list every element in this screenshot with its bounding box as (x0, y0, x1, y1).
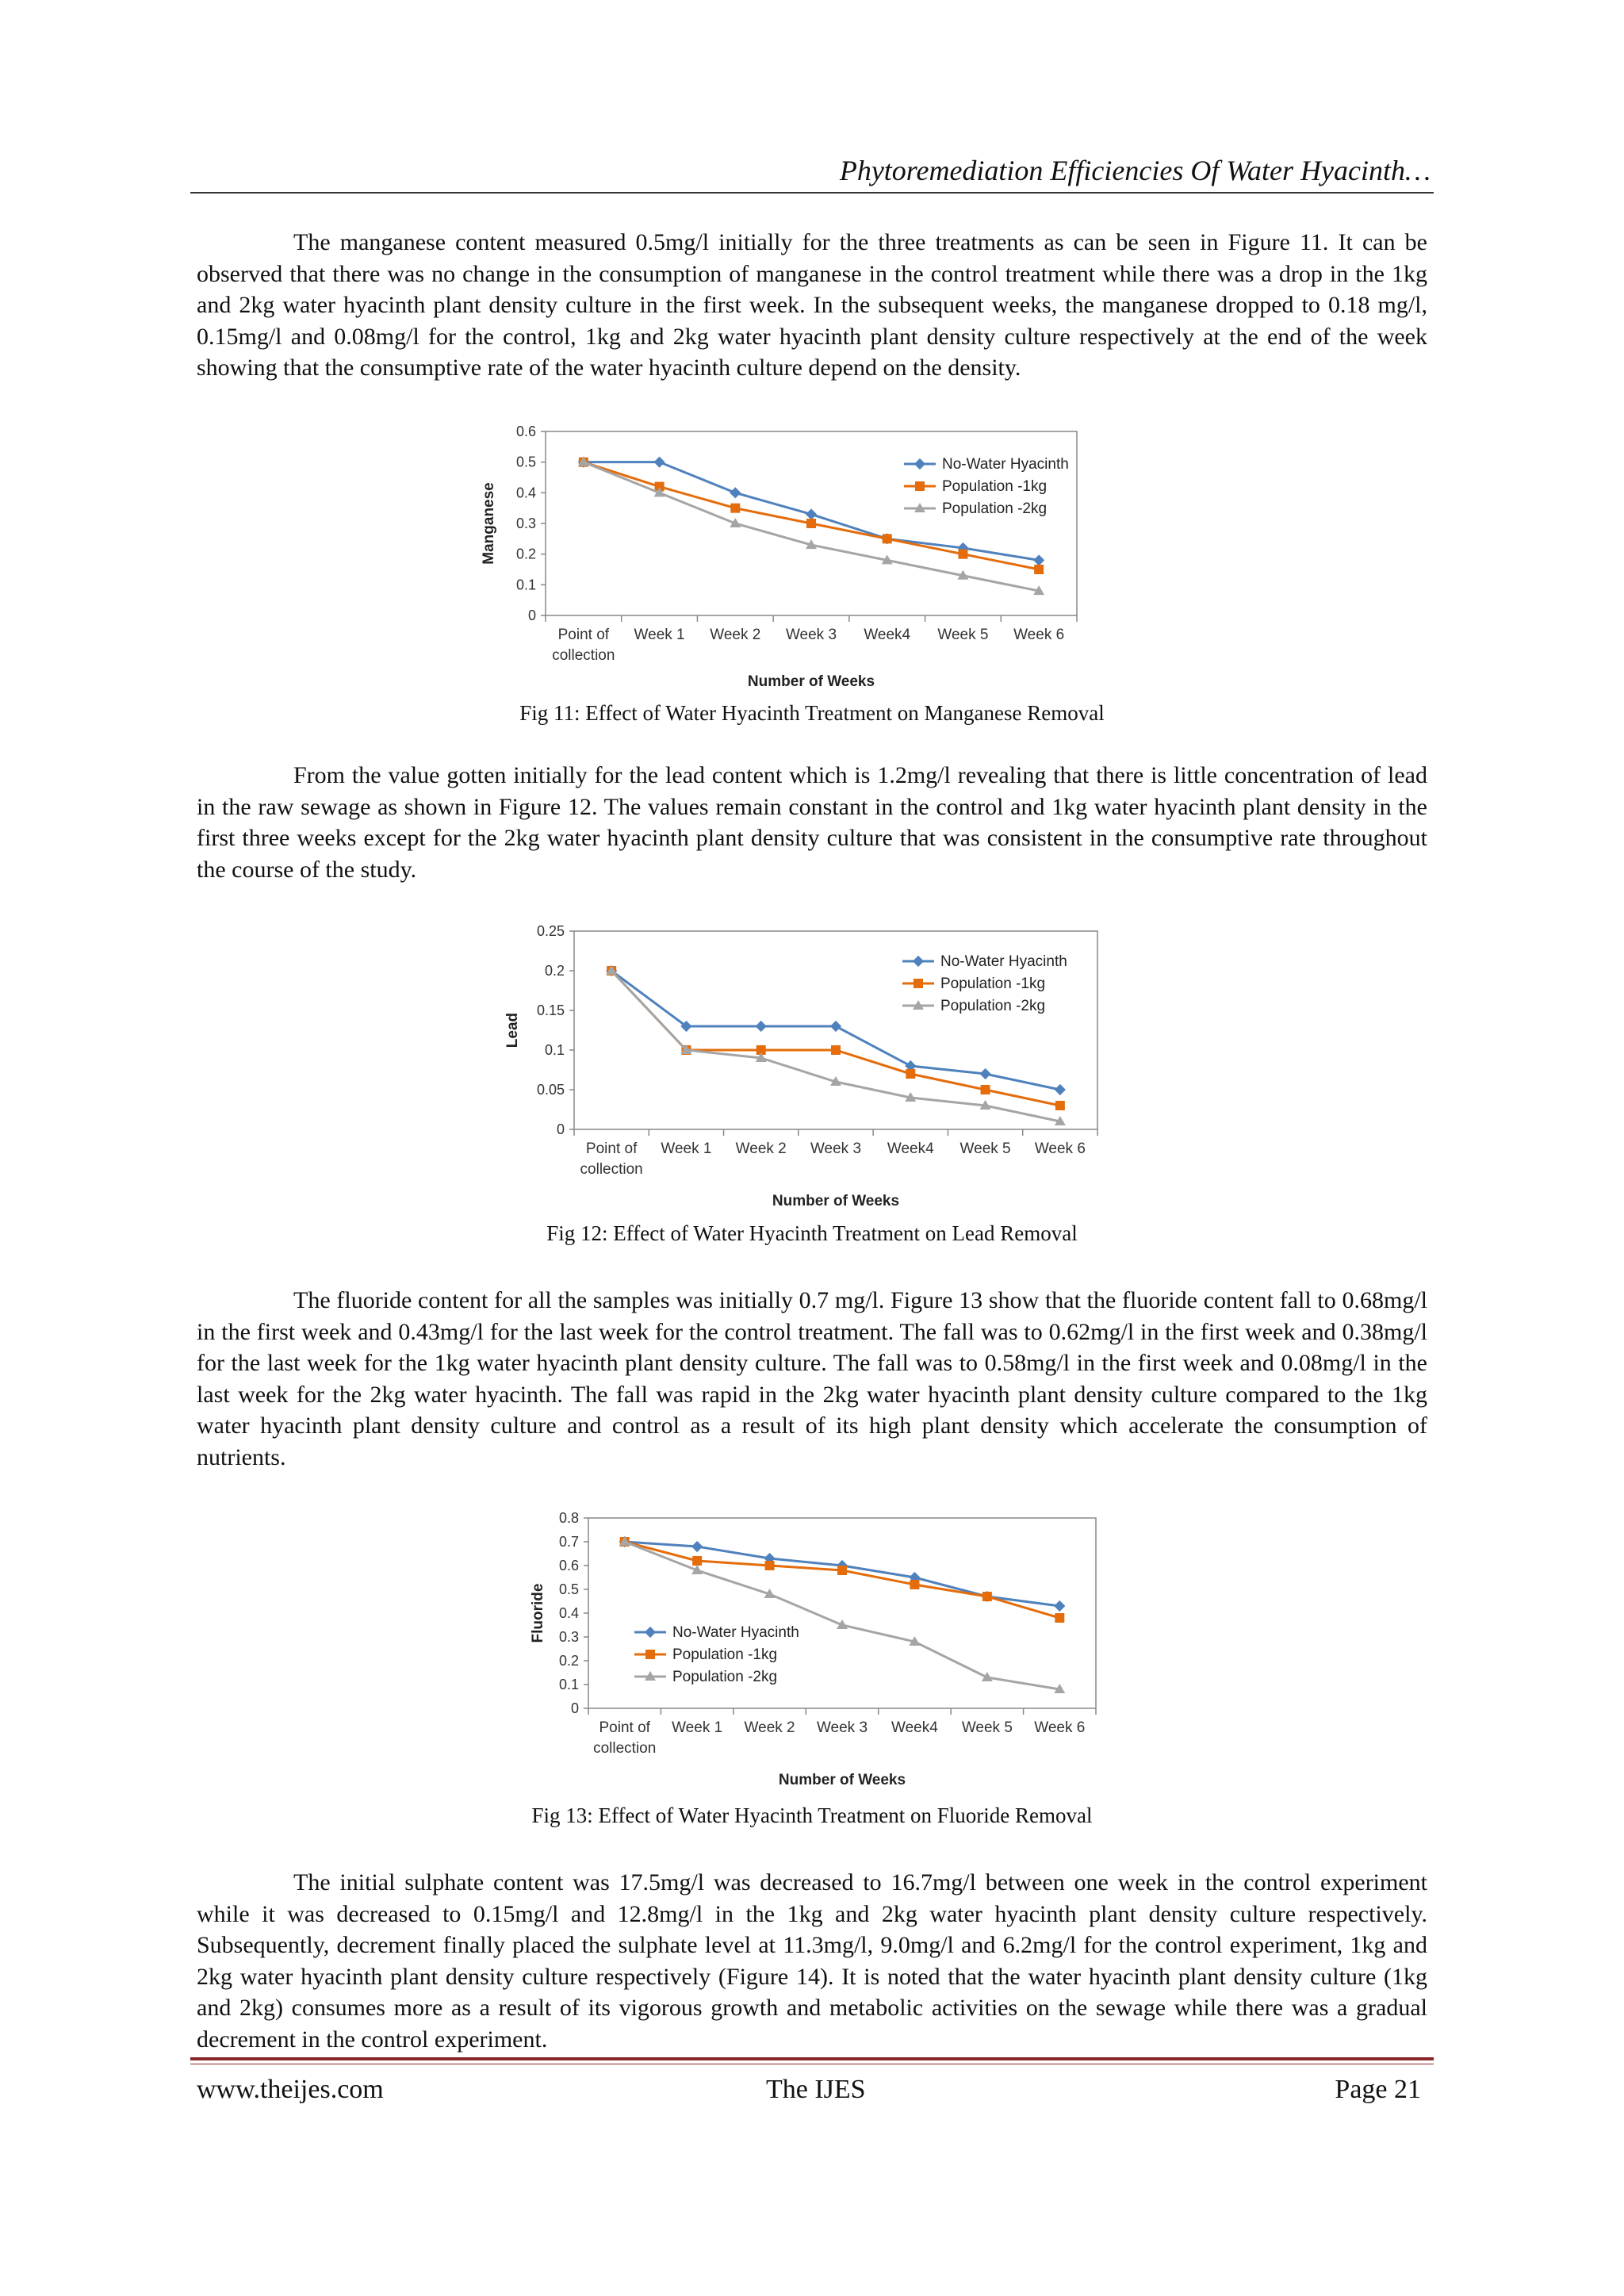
y-tick-label: 0 (527, 608, 536, 623)
caption-fig12: Fig 12: Effect of Water Hyacinth Treatment on Lead Removal (546, 1221, 1078, 1245)
footer-journal: The IJES (766, 2075, 866, 2104)
y-tick-label: 0.6 (515, 424, 536, 439)
data-point (883, 534, 892, 543)
legend-label: Population -1kg (942, 478, 1048, 495)
x-tick-label: Week 5 (937, 627, 989, 643)
paragraph-fluoride: The fluoride content for all the samples was initially 0.7 mg/l. Figure 13 show that the fluoride content fall to 0.68mg/l in the first week and 0.43mg/l for the last week for the control treatment. The fall was to 0.62mg/l in the first week and 0.38mg/l for the last week for the 1kg water hyacinth plant density culture. The fall was to 0.58mg/l in the first week and 0.08mg/l in the last week for the 2kg water hyacinth. The fall was rapid in the 2kg water hyacinth plant density culture compared to the 1kg water hyacinth plant density culture and control as a result of its high plant density which accelerate the consumption of nutrients. (197, 1287, 1427, 1470)
legend-label: Population -2kg (942, 500, 1048, 517)
y-tick-label: 0.5 (515, 454, 536, 470)
y-tick-label: 0.4 (558, 1605, 579, 1621)
legend-label: No-Water Hyacinth (672, 1624, 799, 1641)
x-tick-label: Week 6 (1034, 1140, 1086, 1157)
paragraph-lead: From the value gotten initially for the lead content which is 1.2mg/l revealing that there is little concentration of lead in the raw sewage as shown in Figure 12. The values remain constant in the control and 1kg water hyacinth plant density in the first three weeks except for the 2kg water hyacinth plant density culture that was consistent in the consumptive rate throughout the course of the study. (197, 762, 1427, 883)
x-tick-label: collection (593, 1740, 657, 1757)
y-axis-label: Manganese (481, 482, 497, 565)
y-tick-label: 0.2 (544, 963, 565, 979)
legend-marker (645, 1650, 655, 1659)
y-tick-label: 0.25 (536, 923, 565, 939)
legend-label: Population -1kg (672, 1646, 778, 1663)
caption-fig13: Fig 13: Effect of Water Hyacinth Treatment on Fluoride Removal (531, 1803, 1093, 1827)
footer-rule (190, 2057, 1434, 2060)
y-tick-label: 0.1 (544, 1042, 565, 1058)
running-header: Phytoremediation Efficiencies Of Water Hyacinth… (839, 155, 1431, 186)
x-axis-label: Number of Weeks (778, 1772, 906, 1788)
data-point (1034, 565, 1044, 574)
data-point (806, 519, 816, 528)
chart-manganese (476, 420, 1142, 698)
x-tick-label: Week4 (891, 1719, 938, 1736)
chart-fluoride (523, 1505, 1142, 1799)
y-tick-label: 0.4 (515, 485, 536, 501)
y-tick-label: 0.05 (536, 1082, 565, 1098)
x-tick-label: Week 5 (961, 1719, 1013, 1736)
y-tick-label: 0.3 (515, 516, 536, 531)
x-tick-label: Week 3 (810, 1140, 862, 1157)
legend-label: Population -2kg (940, 998, 1046, 1014)
footer-website: www.theijes.com (197, 2075, 384, 2104)
x-tick-label: Point of (585, 1140, 638, 1157)
y-tick-label: 0 (556, 1121, 565, 1137)
y-tick-label: 0.2 (558, 1653, 579, 1669)
x-tick-label: Week 2 (735, 1140, 787, 1157)
x-axis-label: Number of Weeks (772, 1193, 900, 1209)
data-point (1055, 1101, 1065, 1110)
y-axis-label: Lead (504, 1012, 521, 1048)
data-point (982, 1592, 992, 1601)
y-tick-label: 0.1 (515, 577, 536, 593)
paragraph-manganese: The manganese content measured 0.5mg/l initially for the three treatments as can be seen in Figure 11. It can be observed that there was no change in the consumption of manganese in the control treatment while there was a drop in the 1kg and 2kg water hyacinth plant density culture in the first week. In the subsequent weeks, the manganese dropped to 0.18 mg/l, 0.15mg/l and 0.08mg/l for the control, 1kg and 2kg water hyacinth plant density culture respectively at the end of the week showing that the consumptive rate of the water hyacinth culture depend on the density. (197, 229, 1427, 381)
x-tick-label: Week4 (887, 1140, 934, 1157)
data-point (831, 1045, 841, 1055)
data-point (910, 1580, 919, 1589)
paragraph-sulphate: The initial sulphate content was 17.5mg/l was decreased to 16.7mg/l between one week in the control experiment while it was decreased to 0.15mg/l and 12.8mg/l in the 1kg and 2kg water hyacinth plant density culture respectively. Subsequently, decrement finally placed the sulphate level at 11.3mg/l, 9.0mg/l and 6.2mg/l for the control experiment, 1kg and 2kg water hyacinth plant density culture respectively (Figure 14). It is noted that the water hyacinth plant density culture (1kg and 2kg) consumes more as a result of its vigorous growth and metabolic activities on the sewage while there was a gradual decrement in the control experiment. (197, 1869, 1427, 2053)
x-tick-label: Week 3 (785, 627, 837, 643)
x-tick-label: Week 1 (634, 627, 685, 643)
x-tick-label: Week 1 (672, 1719, 723, 1736)
legend-label: Population -2kg (672, 1669, 778, 1685)
x-tick-label: Week 2 (744, 1719, 795, 1736)
y-tick-label: 0.7 (558, 1534, 579, 1550)
x-tick-label: Week 1 (661, 1140, 712, 1157)
legend-marker (915, 481, 925, 491)
x-tick-label: Week 6 (1034, 1719, 1086, 1736)
y-tick-label: 0.8 (558, 1510, 579, 1526)
chart-lead (498, 920, 1132, 1213)
y-tick-label: 0.6 (558, 1558, 579, 1573)
y-axis-label: Fluoride (530, 1583, 546, 1643)
legend-label: No-Water Hyacinth (942, 456, 1069, 473)
plot-area (588, 1518, 1096, 1708)
x-tick-label: Week 6 (1013, 627, 1065, 643)
legend-marker (914, 979, 923, 988)
footer-page: Page 21 (1335, 2075, 1421, 2104)
x-tick-label: Point of (557, 627, 610, 643)
legend-label: Population -1kg (940, 976, 1046, 992)
x-tick-label: collection (552, 647, 615, 664)
x-tick-label: Week 5 (959, 1140, 1011, 1157)
data-point (1055, 1613, 1064, 1623)
y-tick-label: 0.15 (536, 1002, 565, 1018)
data-point (730, 504, 740, 513)
x-axis-label: Number of Weeks (747, 673, 875, 690)
y-tick-label: 0.3 (558, 1629, 579, 1645)
data-point (906, 1069, 915, 1079)
data-point (765, 1561, 775, 1570)
y-tick-label: 0 (570, 1700, 579, 1716)
data-point (692, 1556, 702, 1566)
y-tick-label: 0.2 (515, 546, 536, 562)
header-rule (190, 192, 1434, 194)
x-tick-label: Week 2 (710, 627, 761, 643)
x-tick-label: Week 3 (816, 1719, 868, 1736)
y-tick-label: 0.1 (558, 1677, 579, 1692)
caption-fig11: Fig 11: Effect of Water Hyacinth Treatment on Manganese Removal (519, 701, 1105, 725)
data-point (958, 550, 967, 559)
legend-label: No-Water Hyacinth (940, 953, 1067, 970)
x-tick-label: collection (580, 1161, 643, 1178)
data-point (981, 1085, 990, 1094)
y-tick-label: 0.5 (558, 1581, 579, 1597)
x-tick-label: Point of (599, 1719, 650, 1736)
x-tick-label: Week4 (864, 627, 911, 643)
data-point (837, 1566, 847, 1575)
